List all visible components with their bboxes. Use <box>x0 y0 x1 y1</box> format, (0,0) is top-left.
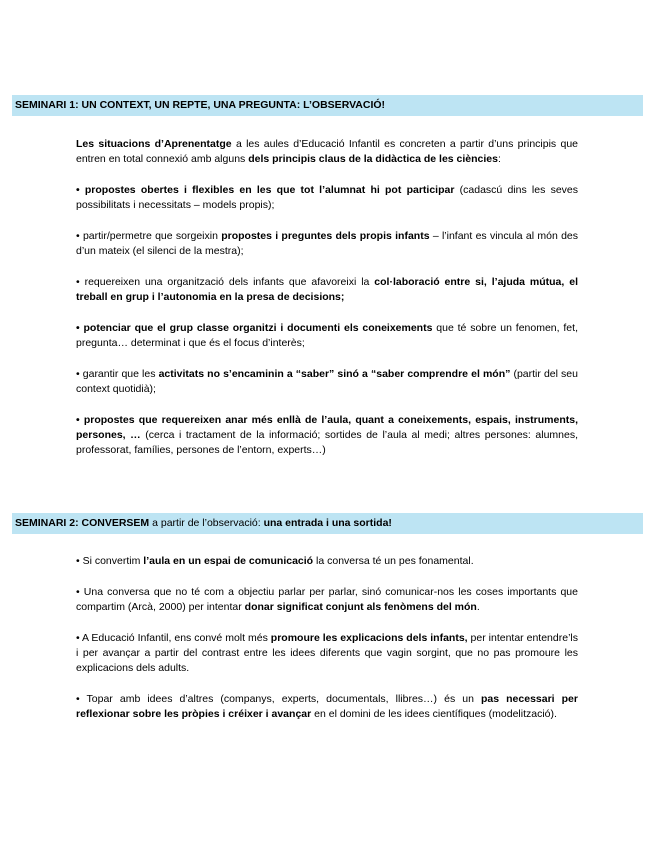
bold-text-run: promoure les explicacions dels infants, <box>270 632 468 644</box>
seminar-2-heading-bold-end: una entrada i una sortida! <box>263 517 392 529</box>
bold-text-run: l’aula en un espai de comunicació <box>143 555 314 567</box>
seminar-1-content <box>76 137 578 458</box>
seminar-2-bullet-shared-meaning <box>76 585 578 615</box>
seminar-1-bullet-collaboration <box>76 275 578 305</box>
text-run: • Topar amb idees d’altres (companys, experts, documentals, llibres…) és un <box>76 693 481 705</box>
seminar-1-bullet-understand-world <box>76 367 578 397</box>
bold-text-run: • propostes que requereixen anar més enllà de l’aula, quant a coneixements, espais, instruments, persones, … <box>76 414 578 441</box>
bold-text-run: • potenciar que el grup classe organitzi i documenti els coneixements <box>76 322 433 334</box>
seminar-2-content <box>76 554 578 722</box>
text-run: per intentar entendre’ls i per avançar a partir del contrast entre les idees diferents que vagin sorgint, que no pas promoure les explicacions dels adults. <box>76 632 578 674</box>
seminar-1-intro-paragraph <box>76 137 578 167</box>
bold-text-run: propostes i preguntes dels propis infants <box>221 230 430 242</box>
bold-text-run: dels principis claus de la didàctica de les ciències <box>248 153 498 165</box>
text-run: (cerca i tractament de la informació; sortides de l’aula al medi; altres persones: alumnes, professorat, famílies, persones de l’entorn, experts…) <box>76 429 578 456</box>
seminar-2-bullet-others-ideas <box>76 692 578 722</box>
seminar-1-heading-text: SEMINARI 1: UN CONTEXT, UN REPTE, UNA PREGUNTA: L’OBSERVACIÓ! <box>15 99 386 111</box>
seminar-2-heading-bold-start: SEMINARI 2: CONVERSEM <box>15 517 150 529</box>
seminar-1-bullet-open-proposals <box>76 183 578 213</box>
text-run: – l’infant es vincula al món des d’un mateix (el silenci de la mestra); <box>76 230 578 257</box>
text-run: • A Educació Infantil, ens convé molt més <box>76 632 271 644</box>
text-run: (cadascú dins les seves possibilitats i necessitats – models propis); <box>76 184 579 211</box>
seminar-2-heading <box>12 513 643 534</box>
seminar-2-bullet-communication-space <box>76 554 578 569</box>
bold-text-run: pas necessari per reflexionar sobre les pròpies i créixer i avançar <box>76 693 578 720</box>
text-run: a les aules d’Educació Infantil es concreten a partir d’uns principis que entren en total connexió amb alguns <box>76 138 578 165</box>
text-run: la conversa té un pes fonamental. <box>313 555 474 567</box>
bold-text-run: donar significat conjunt als fenòmens del món <box>244 601 477 613</box>
seminar-2-bullet-children-explanations <box>76 631 578 676</box>
text-run: • garantir que les <box>76 368 159 380</box>
seminar-1-bullet-children-questions <box>76 229 578 259</box>
text-run: que té sobre un fenomen, fet, pregunta… determinat i que és el focus d’interès; <box>76 322 578 349</box>
text-run: (partir del seu context quotidià); <box>76 368 578 395</box>
seminar-1-heading <box>12 95 643 116</box>
text-run: • partir/permetre que sorgeixin <box>76 230 222 242</box>
text-run: • Si convertim <box>76 555 144 567</box>
text-run: : <box>497 153 501 165</box>
seminar-1-bullet-document-knowledge <box>76 321 578 351</box>
text-run: • Una conversa que no té com a objectiu parlar per parlar, sinó comunicar-nos les coses importants que compartim (Arcà, 2000) per intentar <box>76 586 578 613</box>
bold-text-run: col·laboració entre si, l’ajuda mútua, el treball en grup i l’autonomia en la presa de decisions; <box>76 276 578 303</box>
bold-text-run: activitats no s’encaminin a “saber” sinó a “saber comprendre el món” <box>158 368 511 380</box>
bold-text-run: Les situacions d’Aprenentatge <box>76 138 232 150</box>
bold-text-run: • propostes obertes i flexibles en les que tot l’alumnat hi pot participar <box>76 184 455 196</box>
text-run: en el domini de les idees científiques (modelització). <box>311 708 557 720</box>
seminar-2-heading-normal: a partir de l’observació: <box>149 517 264 529</box>
seminar-1-bullet-beyond-classroom <box>76 413 578 458</box>
text-run: . <box>476 601 480 613</box>
text-run: • requereixen una organització dels infants que afavoreixi la <box>76 276 375 288</box>
